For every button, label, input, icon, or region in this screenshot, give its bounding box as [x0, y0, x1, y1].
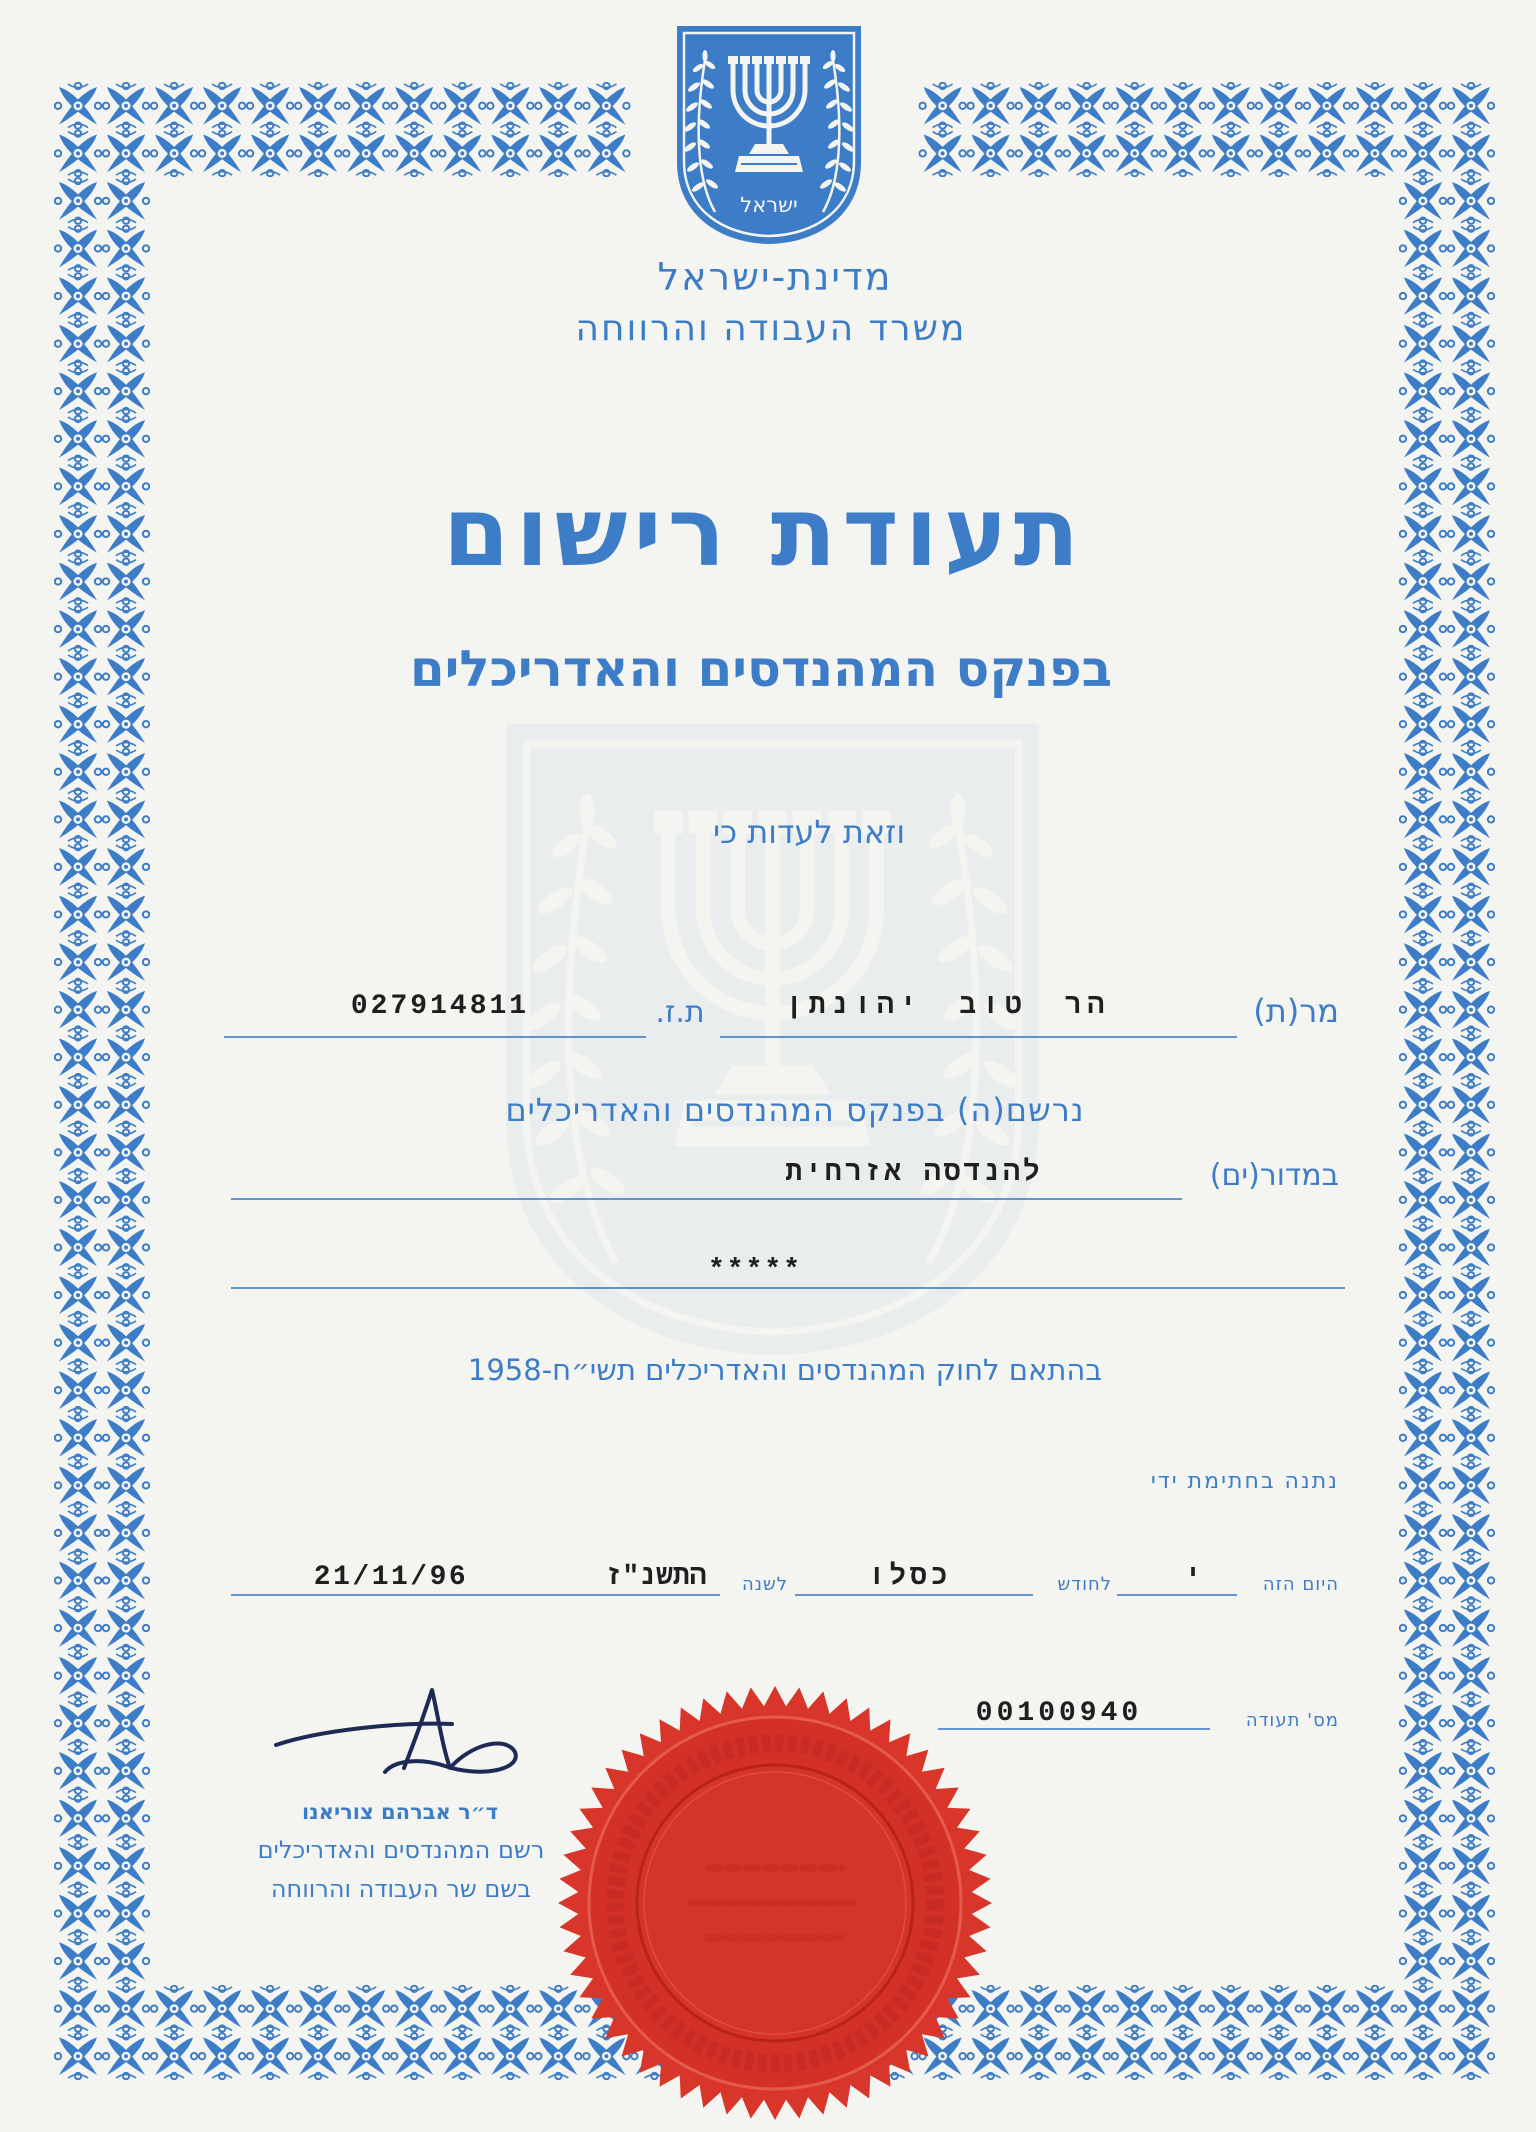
holder-name: הר טוב יהונתן	[785, 991, 1111, 1022]
day-value: י	[1184, 1562, 1202, 1593]
additional-value: *****	[707, 1255, 803, 1286]
intro-text: וזאת לעדות כי	[712, 813, 906, 851]
signed-by-text: נתנה בחתימת ידי	[1150, 1469, 1339, 1494]
ministry-name: משרד העבודה והרווחה	[575, 308, 967, 349]
signatory-name: ד״ר אברהם צוריאנו	[301, 1800, 499, 1824]
registered-text: נרשם(ה) בפנקס המהנדסים והאדריכלים	[505, 1091, 1085, 1129]
section-label: במדור(ים)	[1209, 1158, 1339, 1193]
country-name: מדינת-ישראל	[657, 255, 893, 299]
certificate-title: תעודת רישום	[442, 476, 1086, 588]
id-label: ת.ז.	[655, 995, 705, 1030]
red-seal	[558, 1686, 992, 2120]
holder-label: מר(ת)	[1253, 992, 1339, 1030]
signatory-title-line1: רשם המהנדסים והאדריכלים	[257, 1836, 545, 1864]
day-label: היום הזה	[1262, 1574, 1339, 1595]
certificate-number-label: מס' תעודה	[1245, 1710, 1339, 1731]
month-label: לחודש	[1057, 1574, 1112, 1595]
year-label: לשנה	[742, 1574, 788, 1595]
hebrew-year-value: התשנ"ז	[605, 1562, 707, 1593]
section-value: להנדסה אזרחית	[785, 1158, 1043, 1189]
emblem-israel-text: ישראל	[740, 193, 798, 217]
month-value: כסלו	[868, 1562, 952, 1593]
certificate-subtitle: בפנקס המהנדסים והאדריכלים	[409, 640, 1113, 698]
signatory-title-line2: בשם שר העבודה והרווחה	[270, 1875, 532, 1903]
id-number: 027914811	[350, 991, 530, 1022]
gregorian-date: 21/11/96	[313, 1562, 469, 1593]
law-reference: בהתאם לחוק המהנדסים והאדריכלים תשי״ח-1958	[467, 1353, 1103, 1387]
certificate-number: 00100940	[975, 1698, 1143, 1729]
